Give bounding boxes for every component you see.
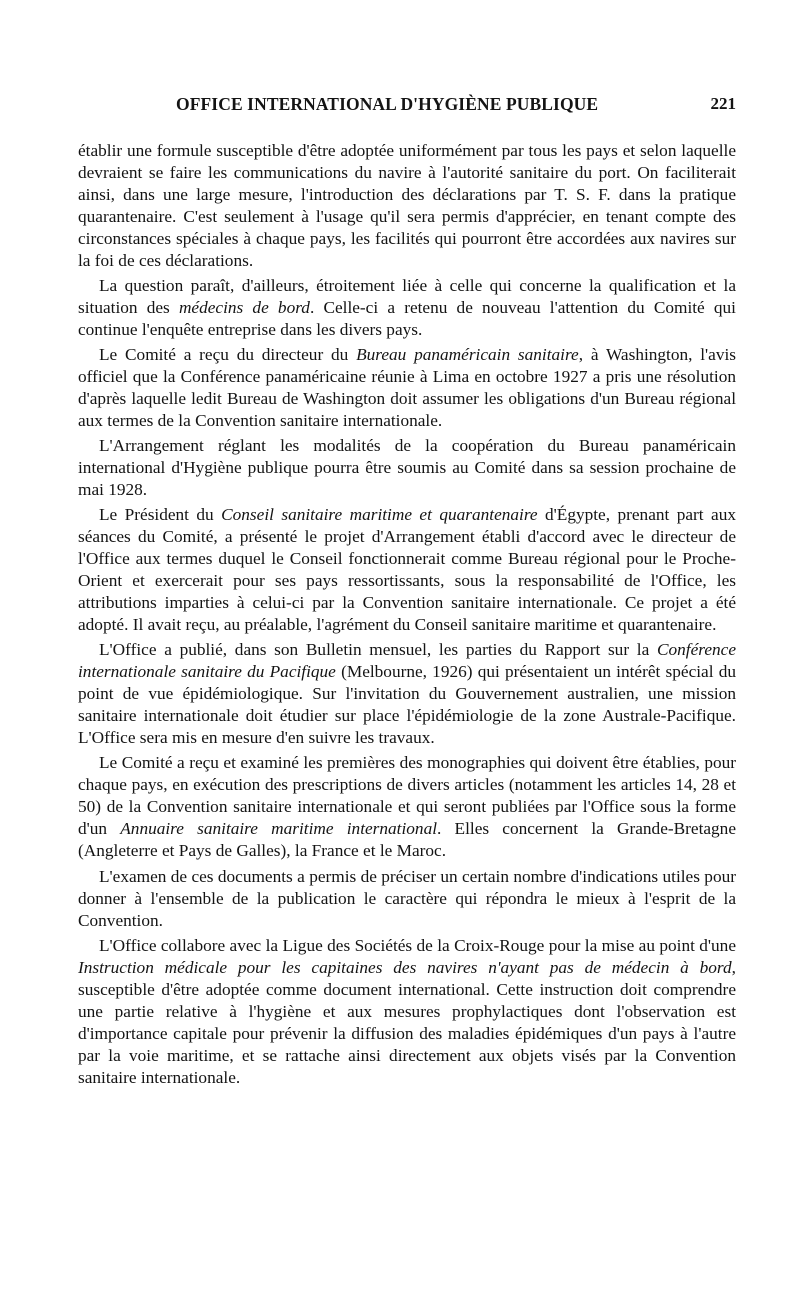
paragraph-text: Le Comité a reçu et examiné les premières des monographies qui doivent être établies, pour chaque pays, en exécution des prescriptions de divers articles (notamment les articles 14, 28 et 50) de la Convention sanitaire internationale et qui seront publiées par l'Office sous la forme d'un — [78, 753, 736, 839]
paragraph-text: . Celle-ci a retenu de nouveau l'attention du Comité qui continue l'enquête entreprise dans les divers pays. — [78, 298, 736, 340]
paragraph — [78, 935, 736, 1089]
paragraph — [78, 504, 736, 636]
paragraph-text: (Melbourne, 1926) qui présentaient un intérêt spécial du point de vue épidémiologique. Sur l'invitation du Gouvernement australien, une mission sanitaire internationale doit étudier sur place l'épidémiologie de la zone Australe-Pacifique. L'Office sera mis en mesure d'en suivre les travaux. — [78, 662, 737, 748]
paragraph — [78, 752, 736, 862]
paragraph — [78, 344, 736, 432]
body-text — [78, 140, 736, 1092]
italic-text: médecins de bord — [178, 298, 310, 318]
paragraph-text: L'Office a publié, dans son Bulletin mensuel, les parties du Rapport sur la — [99, 640, 657, 660]
paragraph-text: , susceptible d'être adoptée comme document international. Cette instruction doit comprendre une partie relative à l'hygiène et aux mesures prophylactiques dont l'observation est d'importance capitale pour prévenir la diffusion des maladies épidémiques d'un pays à l'autre par la voie maritime, et se rattache ainsi directement aux objets visés par la Convention sanitaire internationale. — [78, 957, 736, 1087]
paragraph-text: d'Égypte, prenant part aux séances du Comité, a présenté le projet d'Arrangement établi d'accord avec le directeur de l'Office aux termes duquel le Conseil fonctionnerait comme Bureau régional pour le Proche-Orient et exercerait pour ses pays ressortissants, sous la responsabilité de l'Office, les attributions imparties à celui-ci par la Convention sanitaire internationale. Ce projet a été adopté. Il avait reçu, au préalable, l'agrément du Conseil sanitaire maritime et quarantenaire. — [78, 505, 736, 635]
paragraph-text: . Elles concernent la Grande-Bretagne (Angleterre et Pays de Galles), la France et le Maroc. — [78, 819, 736, 861]
paragraph-text: La question paraît, d'ailleurs, étroitement liée à celle qui concerne la qualification et la situation des — [78, 276, 736, 318]
paragraph-text: Le Comité a reçu du directeur du — [99, 345, 357, 365]
italic-text: Bureau panaméricain sanitaire — [356, 345, 579, 365]
paragraph — [78, 435, 736, 501]
paragraph — [78, 275, 736, 341]
page-number: 221 — [710, 94, 736, 113]
paragraph — [78, 140, 736, 272]
paragraph-text: L'Office collabore avec la Ligue des Sociétés de la Croix-Rouge pour la mise au point d'une — [99, 935, 736, 955]
paragraph-text: L'Arrangement réglant les modalités de la coopération du Bureau panaméricain international d'Hygiène publique pourra être soumis au Comité dans sa session prochaine de mai 1928. — [78, 436, 736, 500]
paragraph-text: Le Président du — [99, 505, 222, 525]
italic-text: Conseil sanitaire maritime et quarantenaire — [221, 505, 538, 525]
italic-text: Annuaire sanitaire maritime international — [120, 819, 438, 839]
paragraph — [78, 639, 736, 749]
paragraph-text: L'examen de ces documents a permis de préciser un certain nombre d'indications utiles pour donner à l'ensemble de la publication le caractère qui répondra le mieux à l'esprit de la Convention. — [78, 866, 736, 930]
paragraph-text: établir une formule susceptible d'être adoptée uniformément par tous les pays et selon laquelle devraient se faire les communications du navire à l'autorité sanitaire du port. On faciliterait ainsi, dans une large mesure, l'introduction des déclarations par T. S. F. dans la pratique quarantenaire. C'est seulement à l'usage qu'il sera permis d'apprécier, en tenant compte des circonstances spéciales à chaque pays, les facilités qui pourront être accordées aux navires sur la foi de ces déclarations. — [78, 141, 736, 271]
running-title: OFFICE INTERNATIONAL D'HYGIÈNE PUBLIQUE — [176, 94, 599, 114]
italic-text: Instruction médicale pour les capitaines des navires n'ayant pas de médecin à bord — [78, 957, 732, 977]
paragraph — [78, 866, 736, 932]
running-header — [78, 92, 736, 118]
italic-text: Conférence internationale sanitaire du Pacifique — [78, 640, 736, 682]
paragraph-text: , à Washington, l'avis officiel que la Conférence panaméricaine réunie à Lima en octobre 1927 a pris une résolution d'après laquelle ledit Bureau de Washington doit assumer les obligations d'un Bureau régional aux termes de la Convention sanitaire internationale. — [78, 345, 736, 431]
